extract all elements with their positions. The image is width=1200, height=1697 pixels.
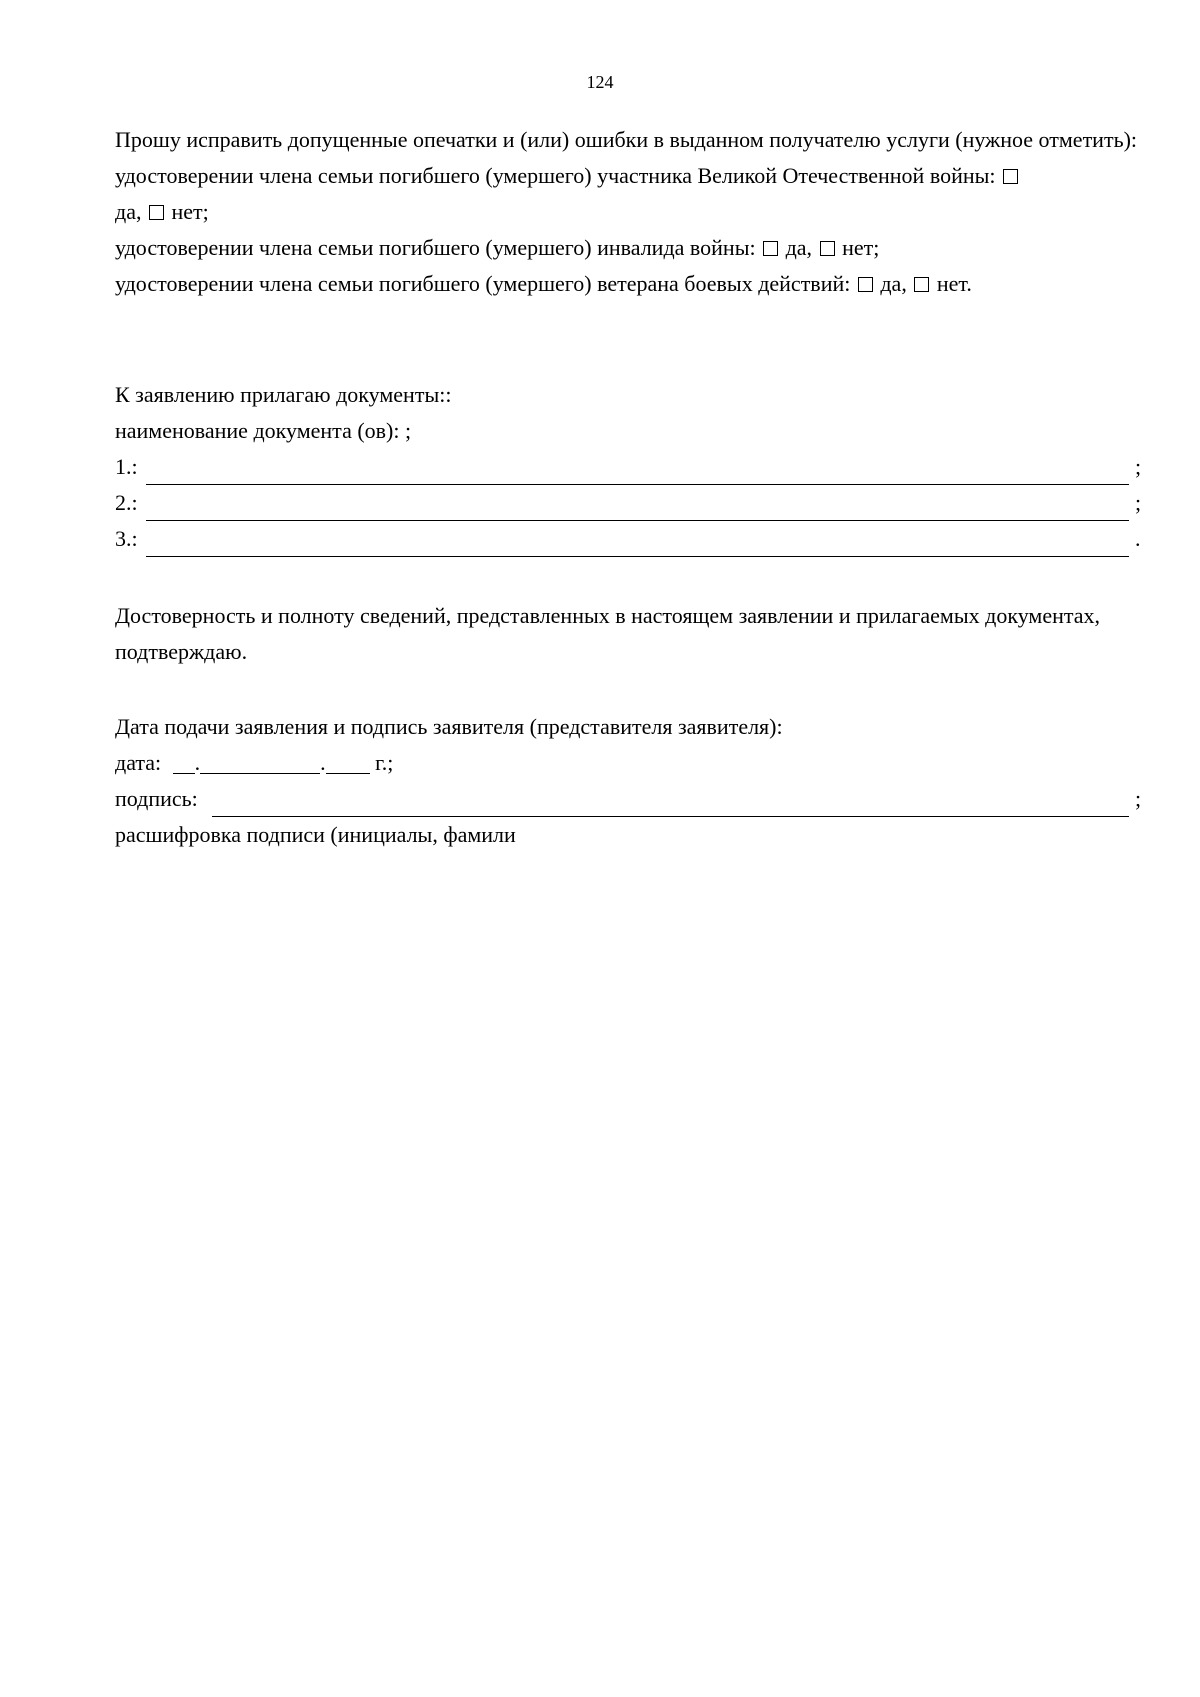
attachment-row-end: . bbox=[1135, 526, 1141, 551]
date-suffix: г.; bbox=[375, 750, 394, 775]
request-intro: Прошу исправить допущенные опечатки и (или) ошибки в выданном получателю услуги (нужное отметить): bbox=[115, 127, 1138, 152]
attachment-row-end: ; bbox=[1135, 454, 1142, 479]
date-month-field[interactable] bbox=[200, 749, 320, 774]
attachment-row-end: ; bbox=[1135, 490, 1142, 515]
date-label: дата: bbox=[115, 750, 162, 775]
date-year-field[interactable] bbox=[326, 749, 370, 774]
signature-decode-label: расшифровка подписи (инициалы, фамили bbox=[115, 822, 516, 847]
attachment-row-3[interactable] bbox=[115, 521, 1145, 557]
attachment-row-2[interactable] bbox=[115, 485, 1145, 521]
attachment-3-field[interactable] bbox=[146, 530, 1129, 557]
attachment-1-field[interactable] bbox=[146, 458, 1129, 485]
page-number: 124 bbox=[586, 72, 614, 92]
checkbox-wwii-no[interactable] bbox=[149, 205, 164, 220]
date-day-field[interactable] bbox=[173, 749, 195, 774]
checkbox-veteran-yes[interactable] bbox=[858, 277, 873, 292]
date-separator: . bbox=[320, 750, 326, 775]
request-section bbox=[115, 122, 1145, 302]
signature-label: подпись: bbox=[115, 786, 198, 811]
request-item-1: удостоверении члена семьи погибшего (умершего) участника Великой Отечественной войны: bbox=[115, 158, 1145, 194]
attachments-heading: К заявлению прилагаю документы:: bbox=[115, 382, 452, 407]
checkbox-veteran-no[interactable] bbox=[914, 277, 929, 292]
attachment-2-field[interactable] bbox=[146, 494, 1129, 521]
signature-row[interactable] bbox=[115, 781, 1145, 817]
checkbox-invalid-no[interactable] bbox=[820, 241, 835, 256]
attachment-row-label: 3.: bbox=[115, 526, 138, 551]
request-item-2: удостоверении члена семьи погибшего (умершего) инвалида войны: да, нет; bbox=[115, 235, 880, 260]
signature-section bbox=[115, 709, 1145, 853]
attachments-subheading: наименование документа (ов): ; bbox=[115, 418, 412, 443]
checkbox-invalid-yes[interactable] bbox=[763, 241, 778, 256]
date-separator: . bbox=[194, 750, 201, 775]
signature-heading: Дата подачи заявления и подпись заявителя (представителя заявителя): bbox=[115, 714, 783, 739]
confirmation-section bbox=[115, 598, 1115, 670]
attachment-row-label: 1.: bbox=[115, 454, 138, 479]
confirmation-text: Достоверность и полноту сведений, представленных в настоящем заявлении и прилагаемых документах, подтверждаю. bbox=[115, 603, 1101, 664]
attachment-row-1[interactable] bbox=[115, 449, 1145, 485]
signature-field[interactable] bbox=[212, 790, 1129, 817]
attachments-section bbox=[115, 377, 1145, 557]
date-line bbox=[115, 745, 1145, 781]
request-item-3: удостоверении члена семьи погибшего (умершего) ветерана боевых действий: да, нет. bbox=[115, 271, 972, 296]
signature-row-end: ; bbox=[1135, 786, 1142, 811]
request-item-1-cont: да, нет; bbox=[115, 199, 209, 224]
checkbox-wwii-yes[interactable] bbox=[1003, 169, 1018, 184]
attachment-row-label: 2.: bbox=[115, 490, 138, 515]
